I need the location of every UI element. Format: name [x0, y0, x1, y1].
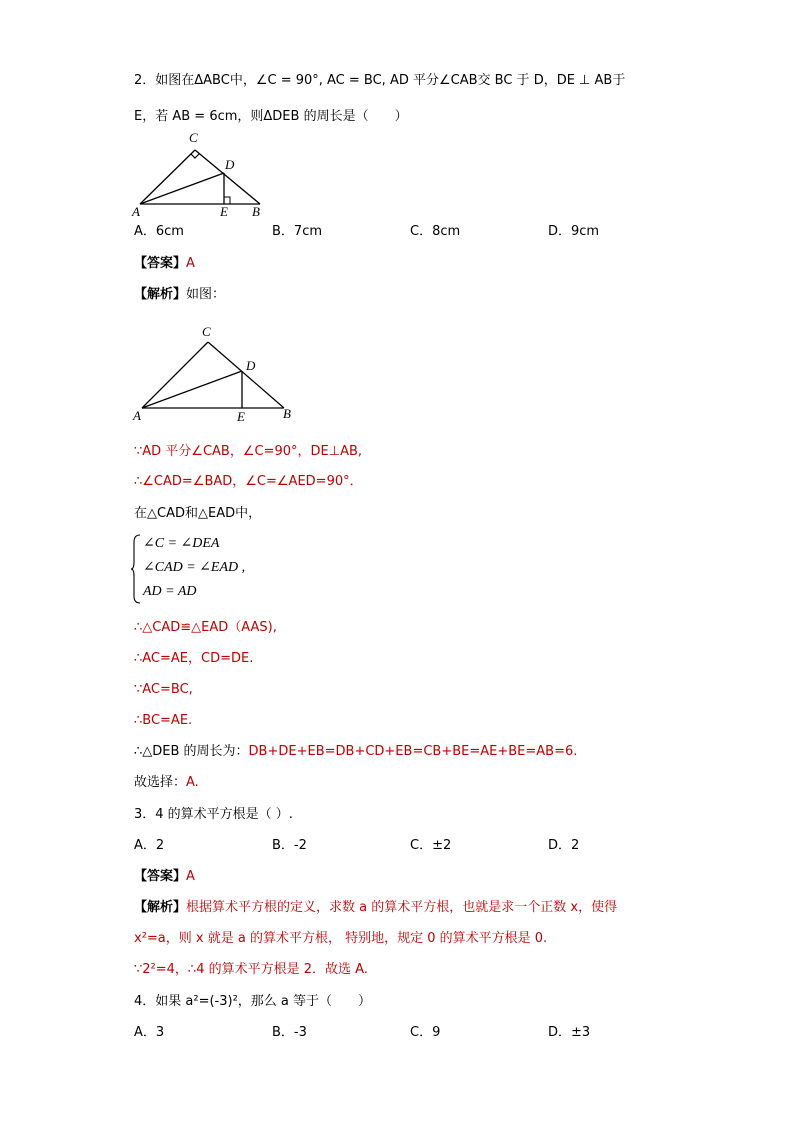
analysis-text-1: 根据算术平方根的定义，求数 a 的算术平方根，也就是求一个正数 x，使得: [186, 900, 618, 915]
q2-step-1: ∵AD 平分∠CAB，∠C=90°，DE⊥AB,: [134, 444, 363, 459]
q2-choose-line: [134, 774, 199, 792]
q2-step-6: ∴BC=AE.: [134, 713, 193, 728]
analysis-tag: 【解析】: [134, 287, 187, 302]
choose-value: A.: [186, 775, 199, 790]
q2-analysis-diagram: [130, 322, 300, 426]
q4-option-b: B．-3: [272, 1025, 307, 1040]
q3-stem: 3．4 的算术平方根是（ ）.: [134, 807, 293, 822]
q2-answer-line: [134, 255, 195, 273]
perimeter-calc: DB+DE+EB=DB+CD+EB=CB+BE=AE+BE=AB=6.: [248, 744, 578, 759]
q3-answer-line: [134, 868, 195, 886]
perimeter-lead: ∴△DEB 的周长为：: [134, 744, 249, 759]
q2-option-a: A．6cm: [134, 224, 184, 239]
diagram2-label-b: B: [283, 406, 291, 421]
q2-triangle-diagram: [128, 128, 268, 220]
q2-step-3: ∴△CAD≌△EAD（AAS),: [134, 620, 277, 635]
q4-option-c: C．9: [410, 1025, 441, 1040]
system-line-1: ∠C = ∠DEA: [143, 536, 220, 551]
q3-option-a: A．2: [134, 838, 165, 853]
answer-tag: 【答案】: [134, 869, 187, 884]
diagram1-label-b: B: [252, 204, 260, 219]
q2-stem-line1: 2．如图在ΔABC中，∠C = 90°, AC = BC, AD 平分∠CAB交 BC 于 D，DE ⊥ AB于: [134, 73, 626, 88]
q2-option-c: C．8cm: [410, 224, 461, 239]
q3-option-b: B．-2: [272, 838, 307, 853]
q2-stem-line2: E，若 AB = 6cm，则ΔDEB 的周长是（ ）: [134, 109, 408, 124]
q4-stem: 4．如果 a²=(-3)²，那么 a 等于（ ）: [134, 994, 372, 1009]
diagram1-label-d: D: [225, 157, 235, 172]
answer-value: A: [186, 869, 195, 884]
q3-option-d: D．2: [548, 838, 580, 853]
diagram1-label-c: C: [189, 130, 198, 145]
q3-analysis-line1: [134, 899, 617, 917]
q4-option-d: D．±3: [548, 1025, 591, 1040]
answer-value: A: [186, 256, 195, 271]
diagram2-label-a: A: [133, 408, 141, 423]
system-brace: [131, 534, 141, 604]
q2-step-2: ∴∠CAD=∠BAD，∠C=∠AED=90°．: [134, 474, 363, 489]
diagram1-label-e: E: [220, 204, 228, 219]
choose-lead: 故选择：: [134, 775, 187, 790]
q4-option-a: A．3: [134, 1025, 165, 1040]
analysis-tag: 【解析】: [134, 900, 187, 915]
answer-tag: 【答案】: [134, 256, 187, 271]
q2-in-triangles: 在△CAD和△EAD中，: [134, 506, 262, 521]
q2-step-5: ∵AC=BC,: [134, 682, 193, 697]
q3-option-c: C．±2: [410, 838, 452, 853]
diagram1-label-a: A: [132, 204, 140, 219]
q3-analysis-line3: ∵2²=4，∴4 的算术平方根是 2．故选 A.: [134, 962, 368, 977]
q2-option-b: B．7cm: [272, 224, 323, 239]
diagram2-label-d: D: [246, 358, 256, 373]
diagram2-label-e: E: [237, 409, 245, 424]
system-line-2: ∠CAD = ∠EAD ,: [143, 560, 246, 575]
q2-analysis-line: [134, 286, 225, 304]
q2-step-4: ∴AC=AE，CD=DE.: [134, 651, 254, 666]
diagram2-label-c: C: [202, 324, 211, 339]
q3-analysis-line2: x²=a，则 x 就是 a 的算术平方根， 特别地，规定 0 的算术平方根是 0.: [134, 931, 548, 946]
q2-option-d: D．9cm: [548, 224, 600, 239]
q2-perimeter-line: [134, 743, 577, 761]
analysis-lead: 如图：: [186, 287, 226, 302]
system-line-3: AD = AD: [143, 584, 197, 599]
